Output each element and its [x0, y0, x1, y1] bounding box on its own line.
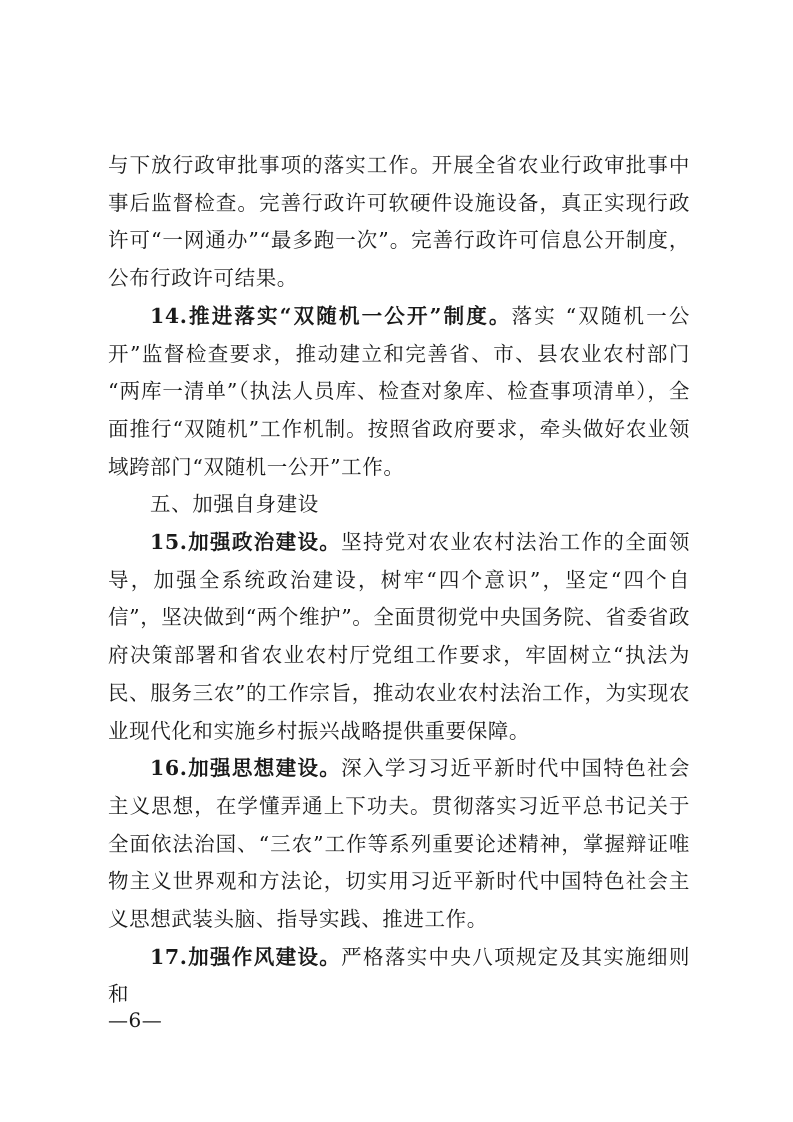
- page-number: —6—: [108, 1008, 163, 1032]
- paragraph-14: [108, 298, 690, 487]
- paragraph-17: [108, 939, 690, 1014]
- paragraph-lead: 14.推进落实“双随机一公开”制度。: [150, 303, 512, 328]
- paragraph-16: [108, 750, 690, 939]
- paragraph-text: 落实 “双随机一公开”监督检查要求，推动建立和完善省、市、县农业农村部门 “两库一清单”（执法人员库、检查对象库、检查事项清单），全面推行“双随机”工作机制。按照省政府要求，牵头做好农业领域跨部门“双随机一公开”工作。: [108, 303, 690, 479]
- document-body: [108, 147, 690, 1014]
- paragraph-continuation: [108, 147, 690, 298]
- paragraph-text: 坚持党对农业农村法治工作的全面领导，加强全系统政治建设，树牢“四个意识”，坚定“四个自信”，坚决做到“两个维护”。全面贯彻党中央国务院、省委省政府决策部署和省农业农村厅党组工作要求，牢固树立“执法为民、服务三农”的工作宗旨，推动农业农村法治工作，为实现农业现代化和实施乡村振兴战略提供重要保障。: [108, 530, 690, 743]
- paragraph-text: 深入学习习近平新时代中国特色社会主义思想，在学懂弄通上下功夫。贯彻落实习近平总书记关于全面依法治国、“三农”工作等系列重要论述精神，掌握辩证唯物主义世界观和方法论，切实用习近平新时代中国特色社会主义思想武装头脑、指导实践、推进工作。: [108, 756, 690, 932]
- paragraph-lead: 17.加强作风建设。: [150, 944, 342, 969]
- paragraph-text: 与下放行政审批事项的落实工作。开展全省农业行政审批事中事后监督检查。完善行政许可软硬件设施设备，真正实现行政许可“一网通办”“最多跑一次”。完善行政许可信息公开制度，公布行政许可结果。: [108, 153, 690, 291]
- paragraph-lead: 16.加强思想建设。: [150, 756, 342, 781]
- paragraph-lead: 15.加强政治建设。: [150, 530, 342, 555]
- section-heading: 五、加强自身建设: [150, 492, 319, 517]
- paragraph-text: 严格落实中央八项规定及其实施细则和: [108, 944, 690, 1007]
- paragraph-15: [108, 524, 690, 750]
